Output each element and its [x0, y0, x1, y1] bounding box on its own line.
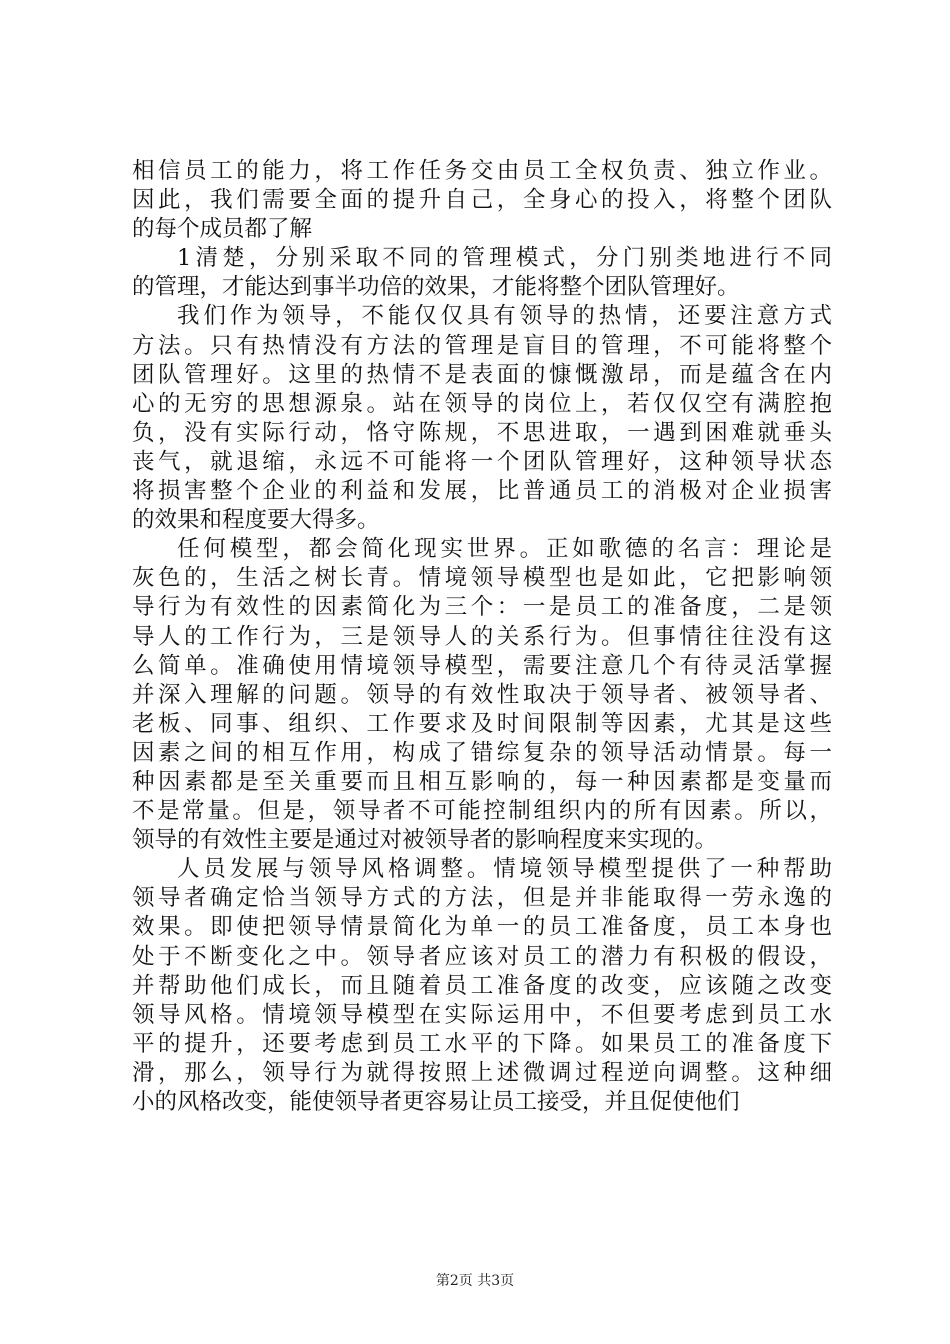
- text-line: 并帮助他们成长，而且随着员工准备度的改变，应该随之改变: [132, 972, 832, 999]
- text-line: 负，没有实际行动，恪守陈规，不思进取，一遇到困难就垂头: [132, 419, 832, 446]
- text-line: 的管理，才能达到事半功倍的效果，才能将整个团队管理好。: [132, 274, 740, 301]
- text-line: 灰色的，生活之树长青。情境领导模型也是如此，它把影响领: [132, 565, 832, 592]
- text-line: 不是常量。但是，领导者不可能控制组织内的所有因素。所以，: [132, 798, 832, 825]
- text-line: 种因素都是至关重要而且相互影响的，每一种因素都是变量而: [132, 768, 832, 795]
- text-line: 因素之间的相互作用，构成了错综复杂的领导活动情景。每一: [132, 739, 832, 766]
- paragraph: [132, 535, 832, 855]
- text-line: 领导者确定恰当领导方式的方法，但是并非能取得一劳永逸的: [132, 885, 832, 912]
- text-line: 1清楚，分别采取不同的管理模式，分门别类地进行不同: [177, 245, 832, 272]
- text-line: 小的风格改变，能使领导者更容易让员工接受，并且促使他们: [132, 1089, 740, 1115]
- text-line: 效果。即使把领导情景简化为单一的员工准备度，员工本身也: [132, 914, 832, 941]
- text-line: 并深入理解的问题。领导的有效性取决于领导者、被领导者、: [132, 681, 832, 708]
- paragraph: [132, 855, 832, 1117]
- text-line: 我们作为领导，不能仅仅具有领导的热情，还要注意方式: [177, 303, 832, 330]
- text-line: 相信员工的能力，将工作任务交由员工全权负责、独立作业。: [132, 158, 832, 184]
- text-line: 的每个成员都了解: [132, 216, 313, 243]
- text-line: 人员发展与领导风格调整。情境领导模型提供了一种帮助: [177, 856, 832, 883]
- text-line: 心的无穷的思想源泉。站在领导的岗位上，若仅仅空有满腔抱: [132, 390, 832, 417]
- text-line: 导行为有效性的因素简化为三个：一是员工的准备度，二是领: [132, 594, 832, 621]
- text-line: 老板、同事、组织、工作要求及时间限制等因素，尤其是这些: [132, 710, 832, 737]
- text-line: 团队管理好。这里的热情不是表面的慷慨激昂，而是蕴含在内: [132, 361, 832, 388]
- text-line: 么简单。准确使用情境领导模型，需要注意几个有待灵活掌握: [132, 652, 832, 679]
- text-line: 丧气，就退缩，永远不可能将一个团队管理好，这种领导状态: [132, 448, 832, 475]
- paragraph: [132, 157, 832, 244]
- paragraph: [132, 244, 832, 302]
- text-line: 将损害整个企业的利益和发展，比普通员工的消极对企业损害: [132, 478, 832, 505]
- paragraph: [132, 302, 832, 535]
- document-body: [132, 157, 832, 1117]
- text-line: 方法。只有热情没有方法的管理是盲目的管理，不可能将整个: [132, 332, 832, 359]
- text-line: 领导风格。情境领导模型在实际运用中，不但要考虑到员工水: [132, 1001, 832, 1028]
- text-line: 领导的有效性主要是通过对被领导者的影响程度来实现的。: [132, 827, 718, 854]
- text-line: 导人的工作行为，三是领导人的关系行为。但事情往往没有这: [132, 623, 832, 650]
- page-number-footer: 第2页 共3页: [435, 1273, 515, 1289]
- text-line: 处于不断变化之中。领导者应该对员工的潜力有积极的假设，: [132, 943, 832, 970]
- text-line: 的效果和程度要大得多。: [132, 507, 380, 534]
- text-line: 平的提升，还要考虑到员工水平的下降。如果员工的准备度下: [132, 1030, 832, 1057]
- text-line: 滑，那么，领导行为就得按照上述微调过程逆向调整。这种细: [132, 1059, 832, 1086]
- text-line: 任何模型，都会简化现实世界。正如歌德的名言：理论是: [177, 536, 832, 563]
- text-line: 因此，我们需要全面的提升自己，全身心的投入，将整个团队: [132, 187, 832, 214]
